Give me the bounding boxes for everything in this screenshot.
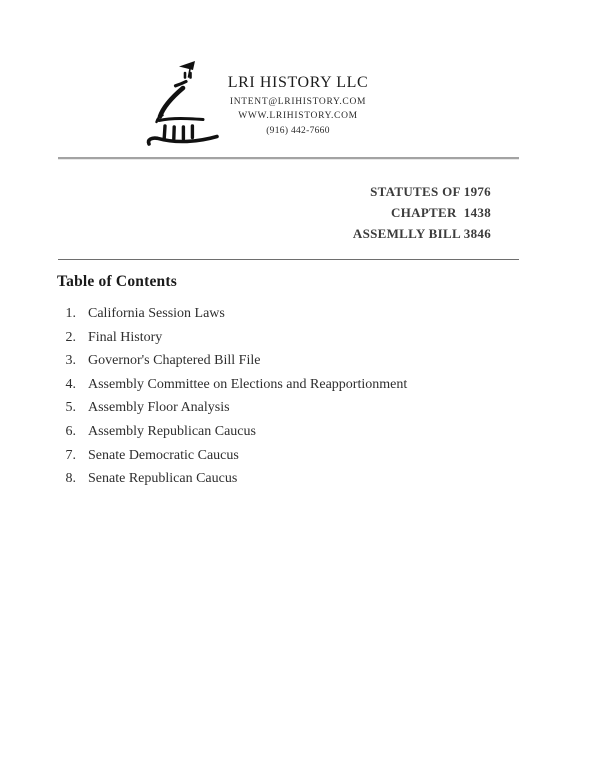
horizontal-rule-bottom: [58, 259, 519, 260]
company-website: WWW.LRIHISTORY.COM: [238, 111, 358, 121]
toc-item: [54, 424, 407, 448]
toc-item-number: 3.: [65, 353, 76, 369]
toc-item-label: Assembly Floor Analysis: [88, 400, 230, 416]
toc-item-number: 7.: [65, 447, 76, 463]
chapter-line: CHAPTER 1438: [391, 205, 491, 220]
toc-item-number: 8.: [65, 471, 76, 487]
toc-item-label: Final History: [88, 329, 163, 345]
toc-list: [54, 306, 407, 495]
toc-item: [54, 306, 407, 330]
toc-item: [54, 330, 407, 354]
toc-title: Table of Contents: [57, 273, 177, 290]
toc-item-label: Senate Democratic Caucus: [88, 447, 239, 463]
company-name: LRI HISTORY LLC: [227, 74, 369, 91]
assembly-bill-line: ASSEMLLY BILL 3846: [352, 226, 491, 241]
statutes-line: STATUTES OF 1976: [370, 184, 491, 199]
toc-item: [54, 471, 407, 495]
toc-item-label: Senate Republican Caucus: [88, 471, 238, 487]
toc-item-number: 6.: [65, 423, 76, 439]
toc-item-number: 4.: [65, 376, 76, 392]
company-phone: (916) 442-7660: [266, 125, 330, 136]
toc-item: [54, 377, 407, 401]
toc-item-label: Assembly Republican Caucus: [88, 423, 256, 439]
toc-item-number: 5.: [65, 400, 76, 416]
company-header: [0, 74, 596, 136]
toc-item-label: Assembly Committee on Elections and Reapportionment: [88, 376, 408, 392]
horizontal-rule-top: [58, 157, 519, 160]
company-email: INTENT@LRIHISTORY.COM: [229, 96, 367, 107]
toc-item-number: 2.: [65, 329, 76, 345]
toc-item-label: Governor's Chaptered Bill File: [88, 353, 261, 369]
toc-item-label: California Session Laws: [88, 306, 225, 321]
toc-item: [54, 353, 407, 377]
toc-item: [54, 448, 407, 472]
toc-item: [54, 400, 407, 424]
bill-info-block: [353, 181, 491, 244]
toc-item-number: 1.: [65, 306, 76, 321]
